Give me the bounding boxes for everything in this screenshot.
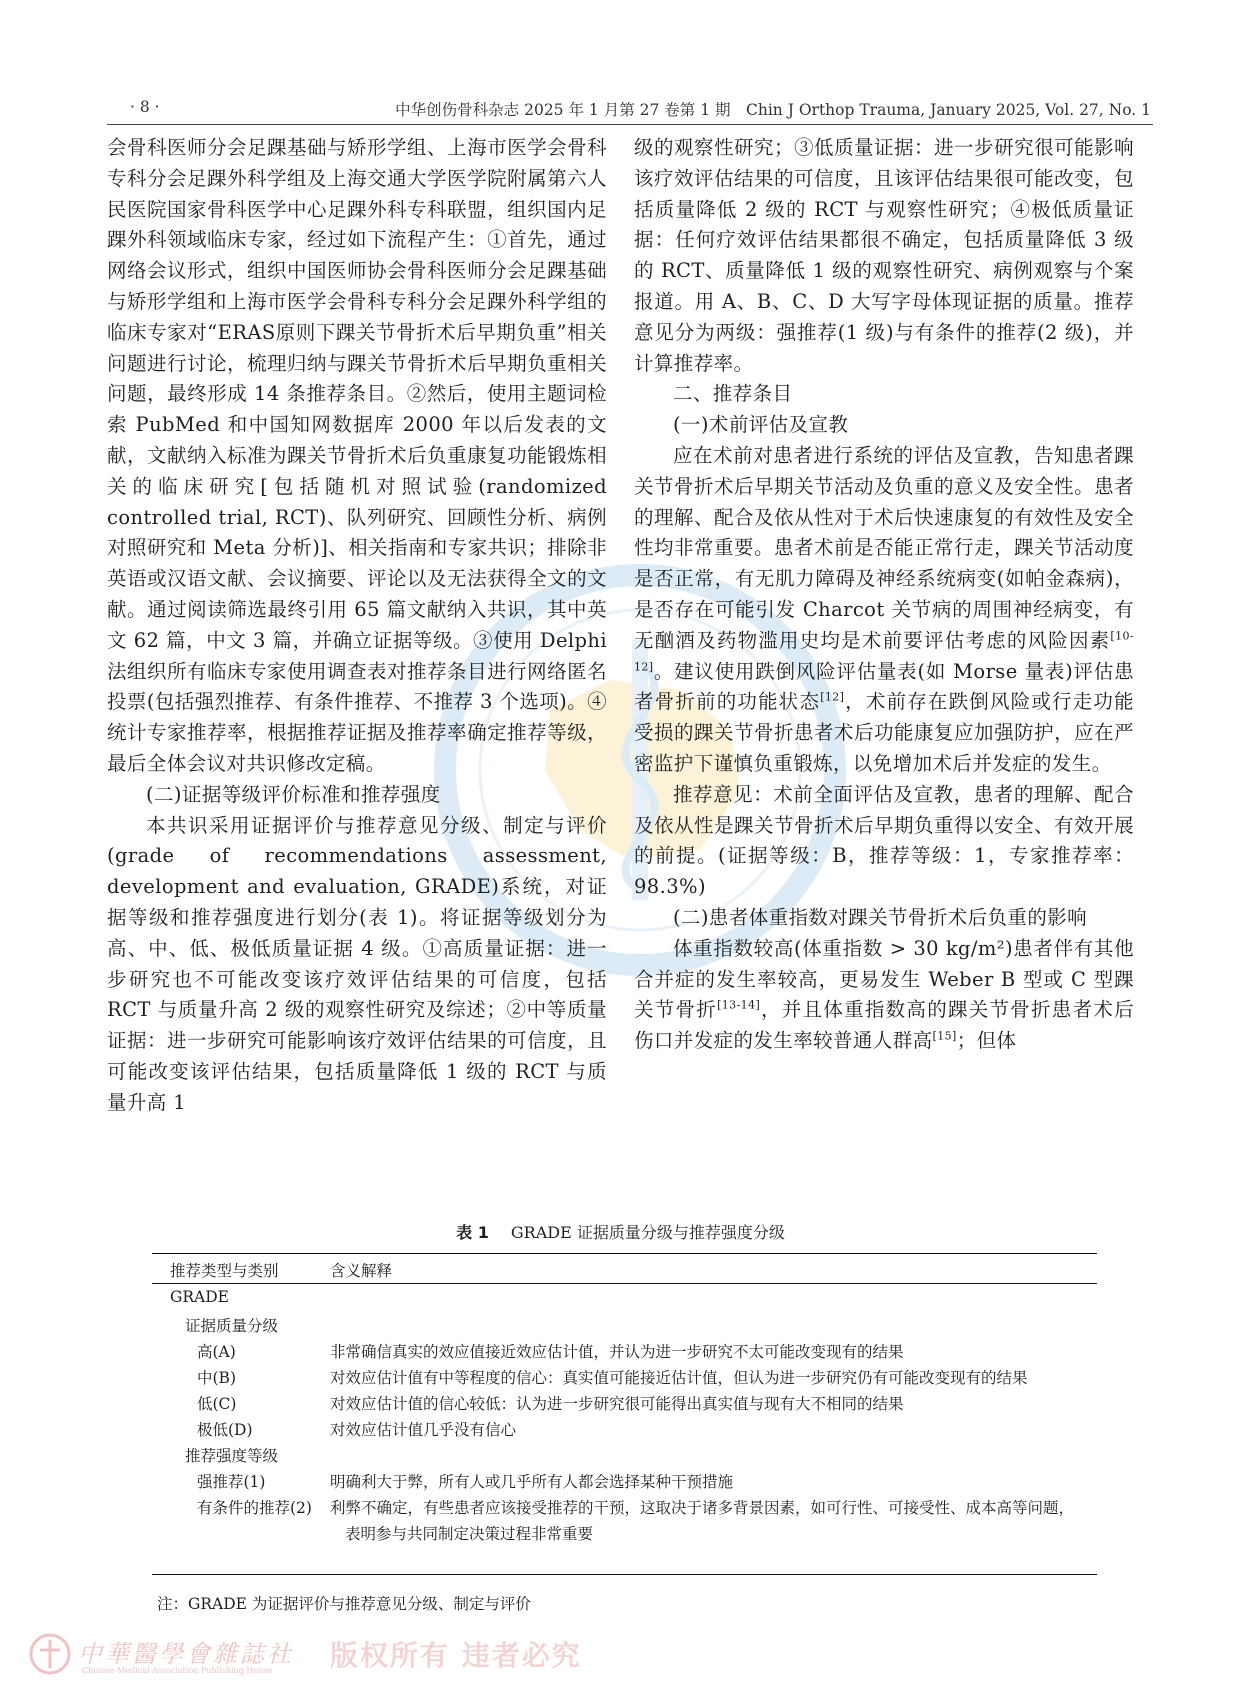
paragraph-evidence-levels: 级的观察性研究；③低质量证据：进一步研究很可能影响该疗效评估结果的可信度，且该评估结果很可能改变，包括质量降低 2 级的 RCT 与观察性研究；④极低质量证据：任何疗效评估结果都很不确定，包括质量降低 3 级的 RCT、质量降低 1 级的观察性研究、病例观察与个案报道。用 A、B、C、D 大写字母体现证据的质量。推荐意见分为两级：强推荐(1 级)与有条件的推荐(2 级)，并计算推荐率。 (634, 136, 1134, 375)
paragraph-methods-process: 会骨科医师分会足踝基础与矫形学组、上海市医学会骨科专科分会足踝外科学组及上海交通大学医学院附属第六人民医院国家骨科医学中心足踝外科专科联盟，组织国内足踝外科领域临床专家，经过如下流程产生：①首先，通过网络会议形式，组织中国医师协会骨科医师分会足踝基础与矫形学组和上海市医学会骨科专科分会足踝外科学组的临床专家对“ERAS原则下踝关节骨折术后早期负重”相关问题进行讨论，梳理归纳与踝关节骨折术后早期负重相关问题，最终形成 14 条推荐条目。②然后，使用主题词检索 PubMed 和中国知网数据库 2000 年以后发表的文献，文献纳入标准为踝关节骨折术后负重康复功能锻炼相关的临床研究[包括随机对照试验(randomized controlled trial, RCT)、队列研究、回顾性分析、病例对照研究和 Meta 分析)]、相关指南和专家共识；排除非英语或汉语文献、会议摘要、评论以及无法获得全文的文献。通过阅读筛选最终引用 65 篇文献纳入共识，其中英文 62 篇，中文 3 篇，并确立证据等级。③使用 Delphi 法组织所有临床专家使用调查表对推荐条目进行网络匿名投票(包括强烈推荐、有条件推荐、不推荐 3 个选项)。④统计专家推荐率，根据推荐证据及推荐率确定推荐等级，最后全体会议对共识修改定稿。 (107, 136, 607, 775)
paragraph-preop-assessment: 应在术前对患者进行系统的评估及宣教，告知患者踝关节骨折术后早期关节活动及负重的意义及安全性。患者的理解、配合及依从性对于术后快速康复的有效性及安全性均非常重要。患者术前是否能正常行走，踝关节活动度是否正常，有无肌力障碍及神经系统病变(如帕金森病)，是否存在可能引发 Charcot 关节病的周围神经病变，有无酗酒及药物滥用史均是术前要评估考虑的风险因素[10-12]。建议使用跌倒风险评估量表(如 Morse 量表)评估患者骨折前的功能状态[12]，术前存在跌倒风险或行走功能受损的踝关节骨折患者术后功能康复应加强防护，应在严密监护下谨慎负重锻炼，以免增加术后并发症的发生。 (634, 443, 1134, 775)
table-bottom-rule (152, 1574, 1097, 1575)
table-row-meaning: 对效应估计值有中等程度的信心：真实值可能接近估计值，但认为进一步研究仍有可能改变现有的结果 (330, 1369, 1028, 1387)
copyright-notice: 版权所有 违者必究 (330, 1639, 582, 1672)
table-row-category: 中(B) (197, 1369, 236, 1387)
citation-ref: [15] (932, 1029, 957, 1043)
subheading-evidence-grading: (二)证据等级评价标准和推荐强度 (146, 782, 441, 806)
table-row-meaning: 对效应估计值几乎没有信心 (330, 1421, 517, 1439)
table-label: 表 1 (456, 1223, 489, 1242)
table-top-rule (152, 1253, 1097, 1254)
subheading-preop-assessment: (一)术前评估及宣教 (673, 413, 849, 437)
table-title: GRADE 证据质量分级与推荐强度分级 (510, 1223, 785, 1242)
table-row-meaning: 明确利大于弊，所有人或几乎所有人都会选择某种干预措施 (330, 1473, 734, 1491)
table-row-category: 有条件的推荐(2) (197, 1499, 312, 1517)
table-row-category: 高(A) (197, 1343, 236, 1361)
paragraph-grade-system: 本共识采用证据评价与推荐意见分级、制定与评价(grade of recommendations assessment, development and evaluation, GRADE)系统，对证据等级和推荐强度进行划分(表 1)。将证据等级划分为高、中、低、极低质量证据 4 级。①高质量证据：进一步研究也不可能改变该疗效评估结果的可信度，包括 RCT 与质量升高 2 级的观察性研究及综述；②中等质量证据：进一步研究可能影响该疗效评估结果的可信度，且可能改变该评估结果，包括质量降低 1 级的 RCT 与质量升高 1 (107, 813, 607, 1114)
right-column (634, 133, 1134, 1057)
page-number: · 8 · (130, 98, 160, 116)
table-header-category: 推荐类型与类别 (170, 1262, 279, 1280)
citation-ref: [13-14] (717, 998, 761, 1012)
citation-ref: [10-12] (634, 629, 1134, 674)
publisher-name-en: Chinese Medical Association Publishing House (82, 1666, 273, 1675)
table-row-meaning: 非常确信真实的效应值接近效应估计值，并认为进一步研究不太可能改变现有的结果 (330, 1343, 904, 1361)
table-header-meaning: 含义解释 (330, 1262, 393, 1280)
header-divider (107, 124, 1153, 125)
section-heading-recommendations: 二、推荐条目 (673, 382, 793, 406)
table-note: 注：GRADE 为证据评价与推荐意见分级、制定与评价 (157, 1595, 531, 1613)
publisher-logo-icon (28, 1632, 72, 1676)
table-row-category: 极低(D) (197, 1421, 253, 1439)
table-row-meaning-continued: 表明参与共同制定决策过程非常重要 (345, 1525, 594, 1543)
table-row-category: 推荐强度等级 (185, 1447, 279, 1465)
subheading-bmi: (二)患者体重指数对踝关节骨折术后负重的影响 (673, 905, 1088, 929)
journal-citation: 中华创伤骨科杂志 2025 年 1 月第 27 卷第 1 期 Chin J Orthop Trauma, January 2025, Vol. 27, No. 1 (395, 101, 1151, 119)
publisher-name-cn: 中華醫學會雜誌社 (78, 1640, 294, 1668)
paragraph-recommendation-1: 推荐意见：术前全面评估及宣教，患者的理解、配合及依从性是踝关节骨折术后早期负重得以安全、有效开展的前提。(证据等级：B，推荐等级：1，专家推荐率：98.3%) (634, 782, 1134, 899)
table-caption (0, 1220, 1241, 1243)
table-row-category: 证据质量分级 (185, 1317, 279, 1335)
paragraph-bmi: 体重指数较高(体重指数 > 30 kg/m²)患者伴有其他合并症的发生率较高，更易发生 Weber B 型或 C 型踝关节骨折[13-14]，并且体重指数高的踝关节骨折患者术后伤口并发症的发生率较普通人群高[15]；但体 (634, 936, 1134, 1053)
left-column (107, 133, 607, 1119)
table-row-category: GRADE (170, 1288, 229, 1306)
table-row-category: 强推荐(1) (197, 1473, 266, 1491)
running-header (130, 98, 1151, 124)
table-row-meaning: 对效应估计值的信心较低：认为进一步研究很可能得出真实值与现有大不相同的结果 (330, 1395, 904, 1413)
table-header-rule (152, 1283, 1097, 1284)
publisher-watermark (0, 1628, 720, 1688)
table-row-category: 低(C) (197, 1395, 237, 1413)
table-row-meaning: 利弊不确定，有些患者应该接受推荐的干预，这取决于诸多背景因素，如可行性、可接受性、成本高等问题， (330, 1499, 1075, 1517)
citation-ref: [12] (820, 690, 845, 704)
